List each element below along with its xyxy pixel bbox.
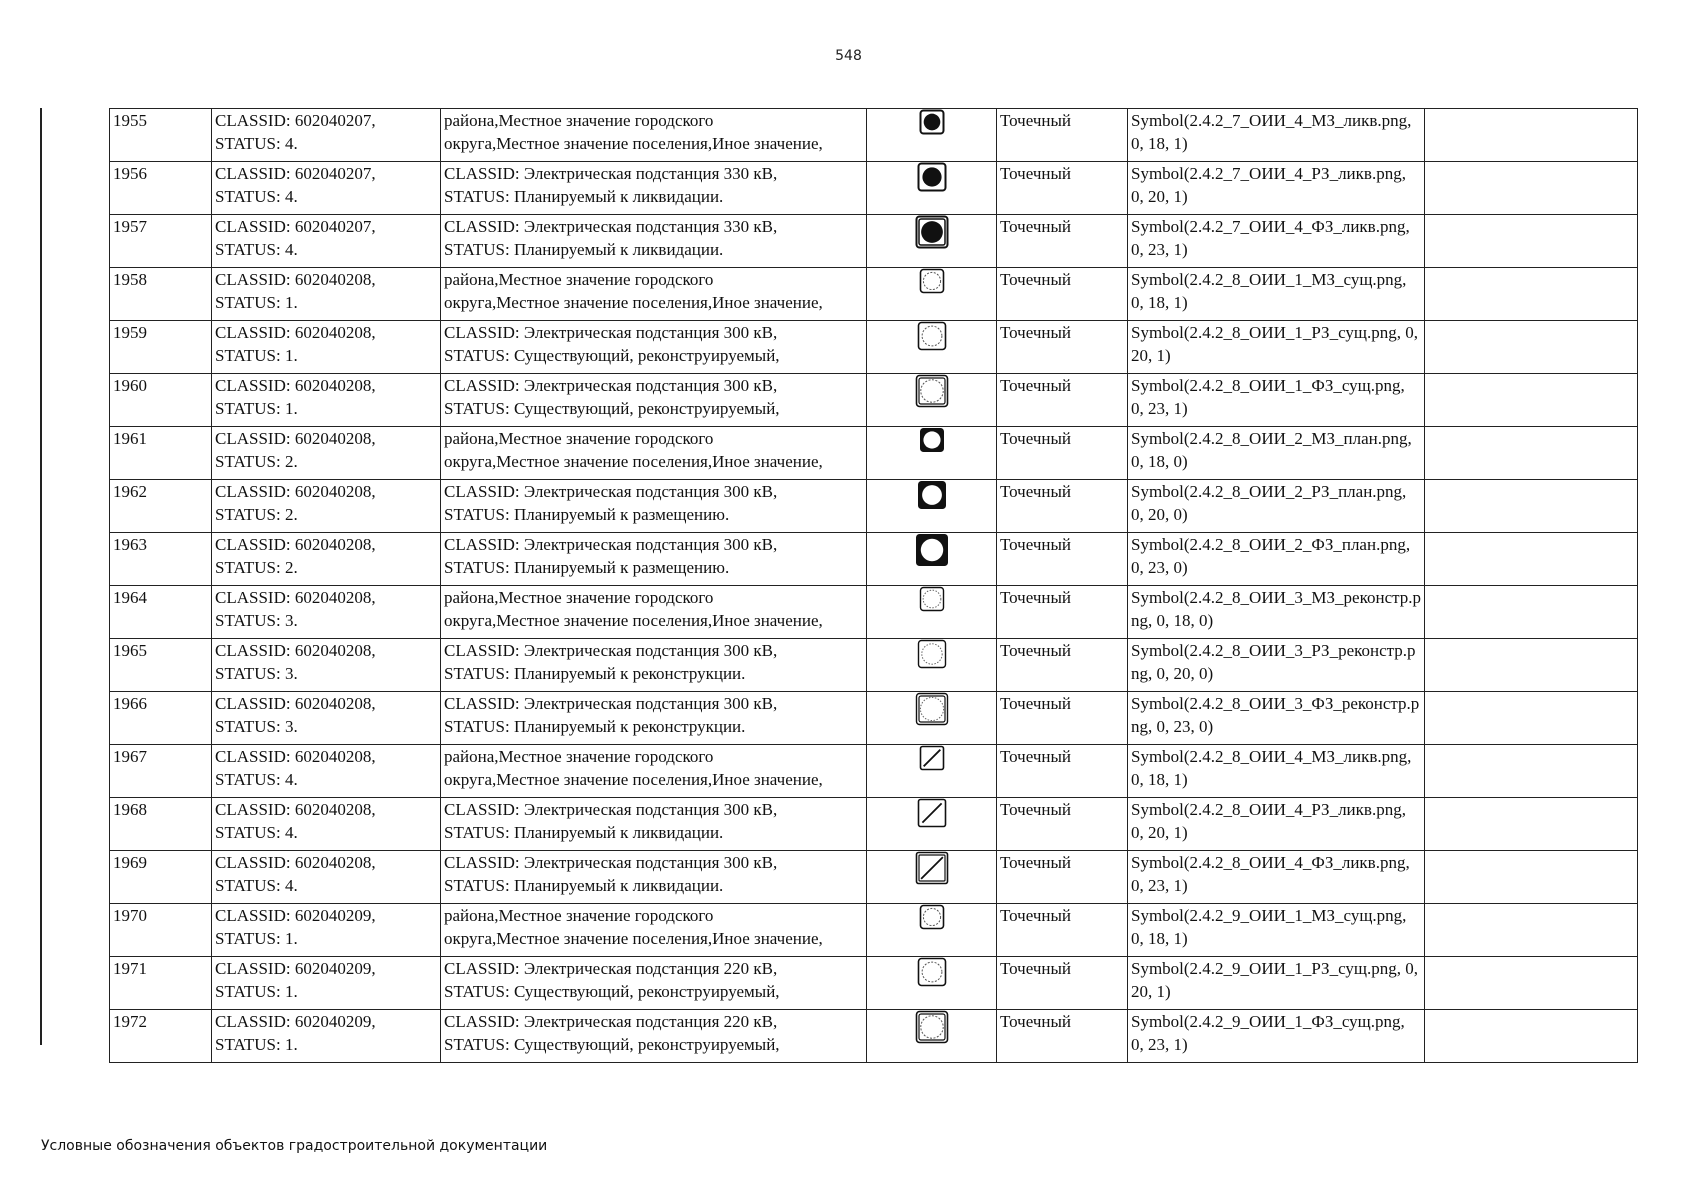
empty-cell [1425, 215, 1638, 268]
table-row [110, 639, 1638, 692]
description-cell [441, 586, 867, 639]
status-text: STATUS: 3. [215, 664, 298, 683]
classid-cell [212, 692, 441, 745]
symbol-function: Symbol(2.4.2_7_ОИИ_4_ФЗ_ликв.png, 0, 23, 1) [1128, 215, 1425, 268]
classid-cell [212, 268, 441, 321]
empty-cell [1425, 798, 1638, 851]
geometry-type: Точечный [997, 1010, 1128, 1063]
table-row [110, 798, 1638, 851]
description-line-2: STATUS: Планируемый к размещению. [444, 558, 730, 577]
row-number: 1962 [110, 480, 212, 533]
table-row [110, 162, 1638, 215]
empty-cell [1425, 374, 1638, 427]
crossed-square-medium-icon [917, 802, 947, 821]
symbol-function: Symbol(2.4.2_8_ОИИ_2_РЗ_план.png, 0, 20, 0) [1128, 480, 1425, 533]
description-cell [441, 745, 867, 798]
classid-text: CLASSID: 602040208, [215, 853, 376, 872]
status-text: STATUS: 4. [215, 134, 298, 153]
empty-cell [1425, 321, 1638, 374]
description-cell [441, 692, 867, 745]
symbol-cell [867, 109, 997, 162]
table-body [110, 109, 1638, 1063]
description-line-2: STATUS: Планируемый к размещению. [444, 505, 730, 524]
table-row [110, 692, 1638, 745]
description-line-2: STATUS: Планируемый к ликвидации. [444, 187, 724, 206]
description-line-1: CLASSID: Электрическая подстанция 300 кВ, [444, 376, 778, 395]
description-cell [441, 851, 867, 904]
open-circle-square-small-icon [919, 270, 945, 289]
geometry-type: Точечный [997, 162, 1128, 215]
description-line-2: STATUS: Планируемый к ликвидации. [444, 876, 724, 895]
description-cell [441, 480, 867, 533]
symbol-function: Symbol(2.4.2_9_ОИИ_1_МЗ_сущ.png, 0, 18, 1) [1128, 904, 1425, 957]
classid-cell [212, 480, 441, 533]
description-line-2: STATUS: Планируемый к ликвидации. [444, 240, 724, 259]
status-text: STATUS: 1. [215, 929, 298, 948]
classid-text: CLASSID: 602040208, [215, 429, 376, 448]
description-line-1: CLASSID: Электрическая подстанция 300 кВ, [444, 482, 778, 501]
dotted-circle-square-medium-icon [917, 643, 947, 662]
row-number: 1965 [110, 639, 212, 692]
status-text: STATUS: 2. [215, 505, 298, 524]
row-number: 1967 [110, 745, 212, 798]
description-line-2: округа,Местное значение поселения,Иное значение, [444, 611, 823, 630]
status-text: STATUS: 4. [215, 876, 298, 895]
classid-text: CLASSID: 602040208, [215, 747, 376, 766]
classid-cell [212, 745, 441, 798]
symbol-function: Symbol(2.4.2_8_ОИИ_4_МЗ_ликв.png, 0, 18, 1) [1128, 745, 1425, 798]
empty-cell [1425, 162, 1638, 215]
description-line-1: CLASSID: Электрическая подстанция 330 кВ, [444, 217, 778, 236]
table-row [110, 586, 1638, 639]
row-number: 1955 [110, 109, 212, 162]
symbol-cell [867, 427, 997, 480]
description-cell [441, 639, 867, 692]
classid-text: CLASSID: 602040209, [215, 1012, 376, 1031]
status-text: STATUS: 1. [215, 1035, 298, 1054]
description-line-2: STATUS: Существующий, реконструируемый, [444, 346, 780, 365]
description-cell [441, 427, 867, 480]
symbol-function: Symbol(2.4.2_8_ОИИ_2_ФЗ_план.png, 0, 23, 0) [1128, 533, 1425, 586]
table-row [110, 533, 1638, 586]
black-square-white-circle-small-icon [919, 429, 945, 448]
description-cell [441, 957, 867, 1010]
dotted-circle-square-large-icon [915, 698, 949, 717]
symbol-cell [867, 639, 997, 692]
symbol-cell [867, 1010, 997, 1063]
description-line-2: округа,Местное значение поселения,Иное значение, [444, 134, 823, 153]
classid-text: CLASSID: 602040208, [215, 800, 376, 819]
description-line-1: CLASSID: Электрическая подстанция 300 кВ, [444, 800, 778, 819]
crossed-square-small-icon [919, 747, 945, 766]
classid-cell [212, 374, 441, 427]
geometry-type: Точечный [997, 639, 1128, 692]
description-line-2: округа,Местное значение поселения,Иное значение, [444, 770, 823, 789]
classid-cell [212, 798, 441, 851]
description-line-2: STATUS: Существующий, реконструируемый, [444, 982, 780, 1001]
description-line-2: STATUS: Существующий, реконструируемый, [444, 1035, 780, 1054]
geometry-type: Точечный [997, 745, 1128, 798]
symbol-cell [867, 162, 997, 215]
status-text: STATUS: 1. [215, 982, 298, 1001]
description-line-2: STATUS: Планируемый к реконструкции. [444, 664, 746, 683]
classid-cell [212, 215, 441, 268]
classid-cell [212, 904, 441, 957]
page-number: 548 [835, 48, 862, 64]
table-row [110, 745, 1638, 798]
description-line-2: округа,Местное значение поселения,Иное значение, [444, 452, 823, 471]
symbol-cell [867, 480, 997, 533]
status-text: STATUS: 2. [215, 452, 298, 471]
empty-cell [1425, 268, 1638, 321]
status-text: STATUS: 3. [215, 611, 298, 630]
geometry-type: Точечный [997, 427, 1128, 480]
black-square-white-circle-large-icon [915, 539, 949, 558]
row-number: 1969 [110, 851, 212, 904]
description-line-1: района,Местное значение городского [444, 906, 714, 925]
geometry-type: Точечный [997, 268, 1128, 321]
symbol-function: Symbol(2.4.2_7_ОИИ_4_МЗ_ликв.png, 0, 18, 1) [1128, 109, 1425, 162]
geometry-type: Точечный [997, 692, 1128, 745]
classid-cell [212, 109, 441, 162]
empty-cell [1425, 851, 1638, 904]
description-line-2: STATUS: Существующий, реконструируемый, [444, 399, 780, 418]
status-text: STATUS: 1. [215, 346, 298, 365]
table-row [110, 215, 1638, 268]
geometry-type: Точечный [997, 215, 1128, 268]
empty-cell [1425, 533, 1638, 586]
classid-text: CLASSID: 602040208, [215, 694, 376, 713]
crossed-square-large-icon [915, 857, 949, 876]
description-line-1: района,Местное значение городского [444, 270, 714, 289]
symbol-function: Symbol(2.4.2_8_ОИИ_1_МЗ_сущ.png, 0, 18, 1) [1128, 268, 1425, 321]
symbol-function: Symbol(2.4.2_8_ОИИ_3_РЗ_реконстр.png, 0, 20, 0) [1128, 639, 1425, 692]
description-cell [441, 162, 867, 215]
description-line-1: CLASSID: Электрическая подстанция 220 кВ, [444, 959, 778, 978]
classid-text: CLASSID: 602040208, [215, 641, 376, 660]
classid-cell [212, 427, 441, 480]
symbol-cell [867, 957, 997, 1010]
description-line-1: CLASSID: Электрическая подстанция 300 кВ, [444, 641, 778, 660]
row-number: 1963 [110, 533, 212, 586]
classid-cell [212, 586, 441, 639]
geometry-type: Точечный [997, 321, 1128, 374]
table-row [110, 480, 1638, 533]
symbol-cell [867, 215, 997, 268]
empty-cell [1425, 1010, 1638, 1063]
description-line-1: района,Местное значение городского [444, 429, 714, 448]
symbol-cell [867, 904, 997, 957]
classid-cell [212, 957, 441, 1010]
description-line-1: района,Местное значение городского [444, 588, 714, 607]
description-line-2: округа,Местное значение поселения,Иное значение, [444, 929, 823, 948]
classid-cell [212, 639, 441, 692]
symbol-cell [867, 851, 997, 904]
margin-rule [40, 108, 42, 1045]
row-number: 1968 [110, 798, 212, 851]
symbol-cell [867, 374, 997, 427]
symbol-function: Symbol(2.4.2_8_ОИИ_1_ФЗ_сущ.png, 0, 23, 1) [1128, 374, 1425, 427]
geometry-type: Точечный [997, 957, 1128, 1010]
status-text: STATUS: 4. [215, 770, 298, 789]
symbol-function: Symbol(2.4.2_9_ОИИ_1_РЗ_сущ.png, 0, 20, 1) [1128, 957, 1425, 1010]
description-line-1: района,Местное значение городского [444, 111, 714, 130]
symbol-cell [867, 586, 997, 639]
classid-text: CLASSID: 602040209, [215, 906, 376, 925]
symbol-cell [867, 798, 997, 851]
open-circle-square-medium-icon [917, 325, 947, 344]
symbol-function: Symbol(2.4.2_9_ОИИ_1_ФЗ_сущ.png, 0, 23, 1) [1128, 1010, 1425, 1063]
symbol-cell [867, 321, 997, 374]
filled-circle-square-small-icon [919, 111, 945, 130]
symbol-function: Symbol(2.4.2_8_ОИИ_4_РЗ_ликв.png, 0, 20, 1) [1128, 798, 1425, 851]
table-row [110, 427, 1638, 480]
classid-text: CLASSID: 602040208, [215, 588, 376, 607]
row-number: 1958 [110, 268, 212, 321]
dotted-circle-square-small-icon [919, 588, 945, 607]
table-row [110, 321, 1638, 374]
symbol-function: Symbol(2.4.2_8_ОИИ_3_ФЗ_реконстр.png, 0, 23, 0) [1128, 692, 1425, 745]
status-text: STATUS: 1. [215, 399, 298, 418]
empty-cell [1425, 109, 1638, 162]
classid-text: CLASSID: 602040208, [215, 376, 376, 395]
row-number: 1966 [110, 692, 212, 745]
classid-text: CLASSID: 602040208, [215, 270, 376, 289]
open-circle-square-large-icon [915, 1016, 949, 1035]
table-row [110, 1010, 1638, 1063]
symbol-function: Symbol(2.4.2_8_ОИИ_2_МЗ_план.png, 0, 18, 0) [1128, 427, 1425, 480]
classid-cell [212, 1010, 441, 1063]
symbol-cell [867, 692, 997, 745]
table-row [110, 851, 1638, 904]
geometry-type: Точечный [997, 904, 1128, 957]
black-square-white-circle-medium-icon [917, 484, 947, 503]
classid-text: CLASSID: 602040208, [215, 323, 376, 342]
symbol-table [109, 108, 1638, 1063]
classid-text: CLASSID: 602040208, [215, 535, 376, 554]
open-circle-square-medium-icon [917, 961, 947, 980]
classid-cell [212, 162, 441, 215]
table-row [110, 268, 1638, 321]
symbol-function: Symbol(2.4.2_7_ОИИ_4_РЗ_ликв.png, 0, 20, 1) [1128, 162, 1425, 215]
empty-cell [1425, 745, 1638, 798]
description-cell [441, 268, 867, 321]
description-line-2: STATUS: Планируемый к ликвидации. [444, 823, 724, 842]
table-row [110, 904, 1638, 957]
description-cell [441, 1010, 867, 1063]
empty-cell [1425, 639, 1638, 692]
description-line-2: STATUS: Планируемый к реконструкции. [444, 717, 746, 736]
status-text: STATUS: 4. [215, 823, 298, 842]
classid-cell [212, 321, 441, 374]
filled-circle-square-medium-icon [917, 166, 947, 185]
open-circle-square-small-icon [919, 906, 945, 925]
filled-circle-square-large-icon [915, 221, 949, 240]
classid-text: CLASSID: 602040207, [215, 217, 376, 236]
description-cell [441, 109, 867, 162]
symbol-cell [867, 268, 997, 321]
empty-cell [1425, 586, 1638, 639]
geometry-type: Точечный [997, 374, 1128, 427]
geometry-type: Точечный [997, 851, 1128, 904]
geometry-type: Точечный [997, 586, 1128, 639]
description-line-1: CLASSID: Электрическая подстанция 300 кВ, [444, 853, 778, 872]
empty-cell [1425, 957, 1638, 1010]
description-cell [441, 904, 867, 957]
symbol-cell [867, 745, 997, 798]
status-text: STATUS: 2. [215, 558, 298, 577]
empty-cell [1425, 427, 1638, 480]
symbol-function: Symbol(2.4.2_8_ОИИ_3_МЗ_реконстр.png, 0, 18, 0) [1128, 586, 1425, 639]
description-cell [441, 321, 867, 374]
row-number: 1959 [110, 321, 212, 374]
description-cell [441, 215, 867, 268]
description-line-1: CLASSID: Электрическая подстанция 300 кВ, [444, 535, 778, 554]
status-text: STATUS: 4. [215, 240, 298, 259]
table-row [110, 374, 1638, 427]
classid-text: CLASSID: 602040207, [215, 111, 376, 130]
empty-cell [1425, 692, 1638, 745]
description-cell [441, 374, 867, 427]
classid-text: CLASSID: 602040208, [215, 482, 376, 501]
table-row [110, 957, 1638, 1010]
row-number: 1956 [110, 162, 212, 215]
empty-cell [1425, 480, 1638, 533]
description-cell [441, 798, 867, 851]
row-number: 1970 [110, 904, 212, 957]
classid-cell [212, 533, 441, 586]
geometry-type: Точечный [997, 798, 1128, 851]
classid-text: CLASSID: 602040207, [215, 164, 376, 183]
row-number: 1957 [110, 215, 212, 268]
symbol-cell [867, 533, 997, 586]
row-number: 1960 [110, 374, 212, 427]
description-line-1: CLASSID: Электрическая подстанция 330 кВ, [444, 164, 778, 183]
description-line-1: CLASSID: Электрическая подстанция 300 кВ, [444, 694, 778, 713]
row-number: 1972 [110, 1010, 212, 1063]
geometry-type: Точечный [997, 109, 1128, 162]
geometry-type: Точечный [997, 533, 1128, 586]
row-number: 1964 [110, 586, 212, 639]
status-text: STATUS: 4. [215, 187, 298, 206]
geometry-type: Точечный [997, 480, 1128, 533]
table-row [110, 109, 1638, 162]
symbol-function: Symbol(2.4.2_8_ОИИ_4_ФЗ_ликв.png, 0, 23, 1) [1128, 851, 1425, 904]
row-number: 1971 [110, 957, 212, 1010]
description-line-2: округа,Местное значение поселения,Иное значение, [444, 293, 823, 312]
classid-text: CLASSID: 602040209, [215, 959, 376, 978]
symbol-function: Symbol(2.4.2_8_ОИИ_1_РЗ_сущ.png, 0, 20, 1) [1128, 321, 1425, 374]
description-cell [441, 533, 867, 586]
classid-cell [212, 851, 441, 904]
open-circle-square-large-icon [915, 380, 949, 399]
page-footer: Условные обозначения объектов градостроительной документации [41, 1138, 548, 1154]
description-line-1: CLASSID: Электрическая подстанция 220 кВ, [444, 1012, 778, 1031]
status-text: STATUS: 1. [215, 293, 298, 312]
empty-cell [1425, 904, 1638, 957]
description-line-1: района,Местное значение городского [444, 747, 714, 766]
row-number: 1961 [110, 427, 212, 480]
status-text: STATUS: 3. [215, 717, 298, 736]
description-line-1: CLASSID: Электрическая подстанция 300 кВ, [444, 323, 778, 342]
